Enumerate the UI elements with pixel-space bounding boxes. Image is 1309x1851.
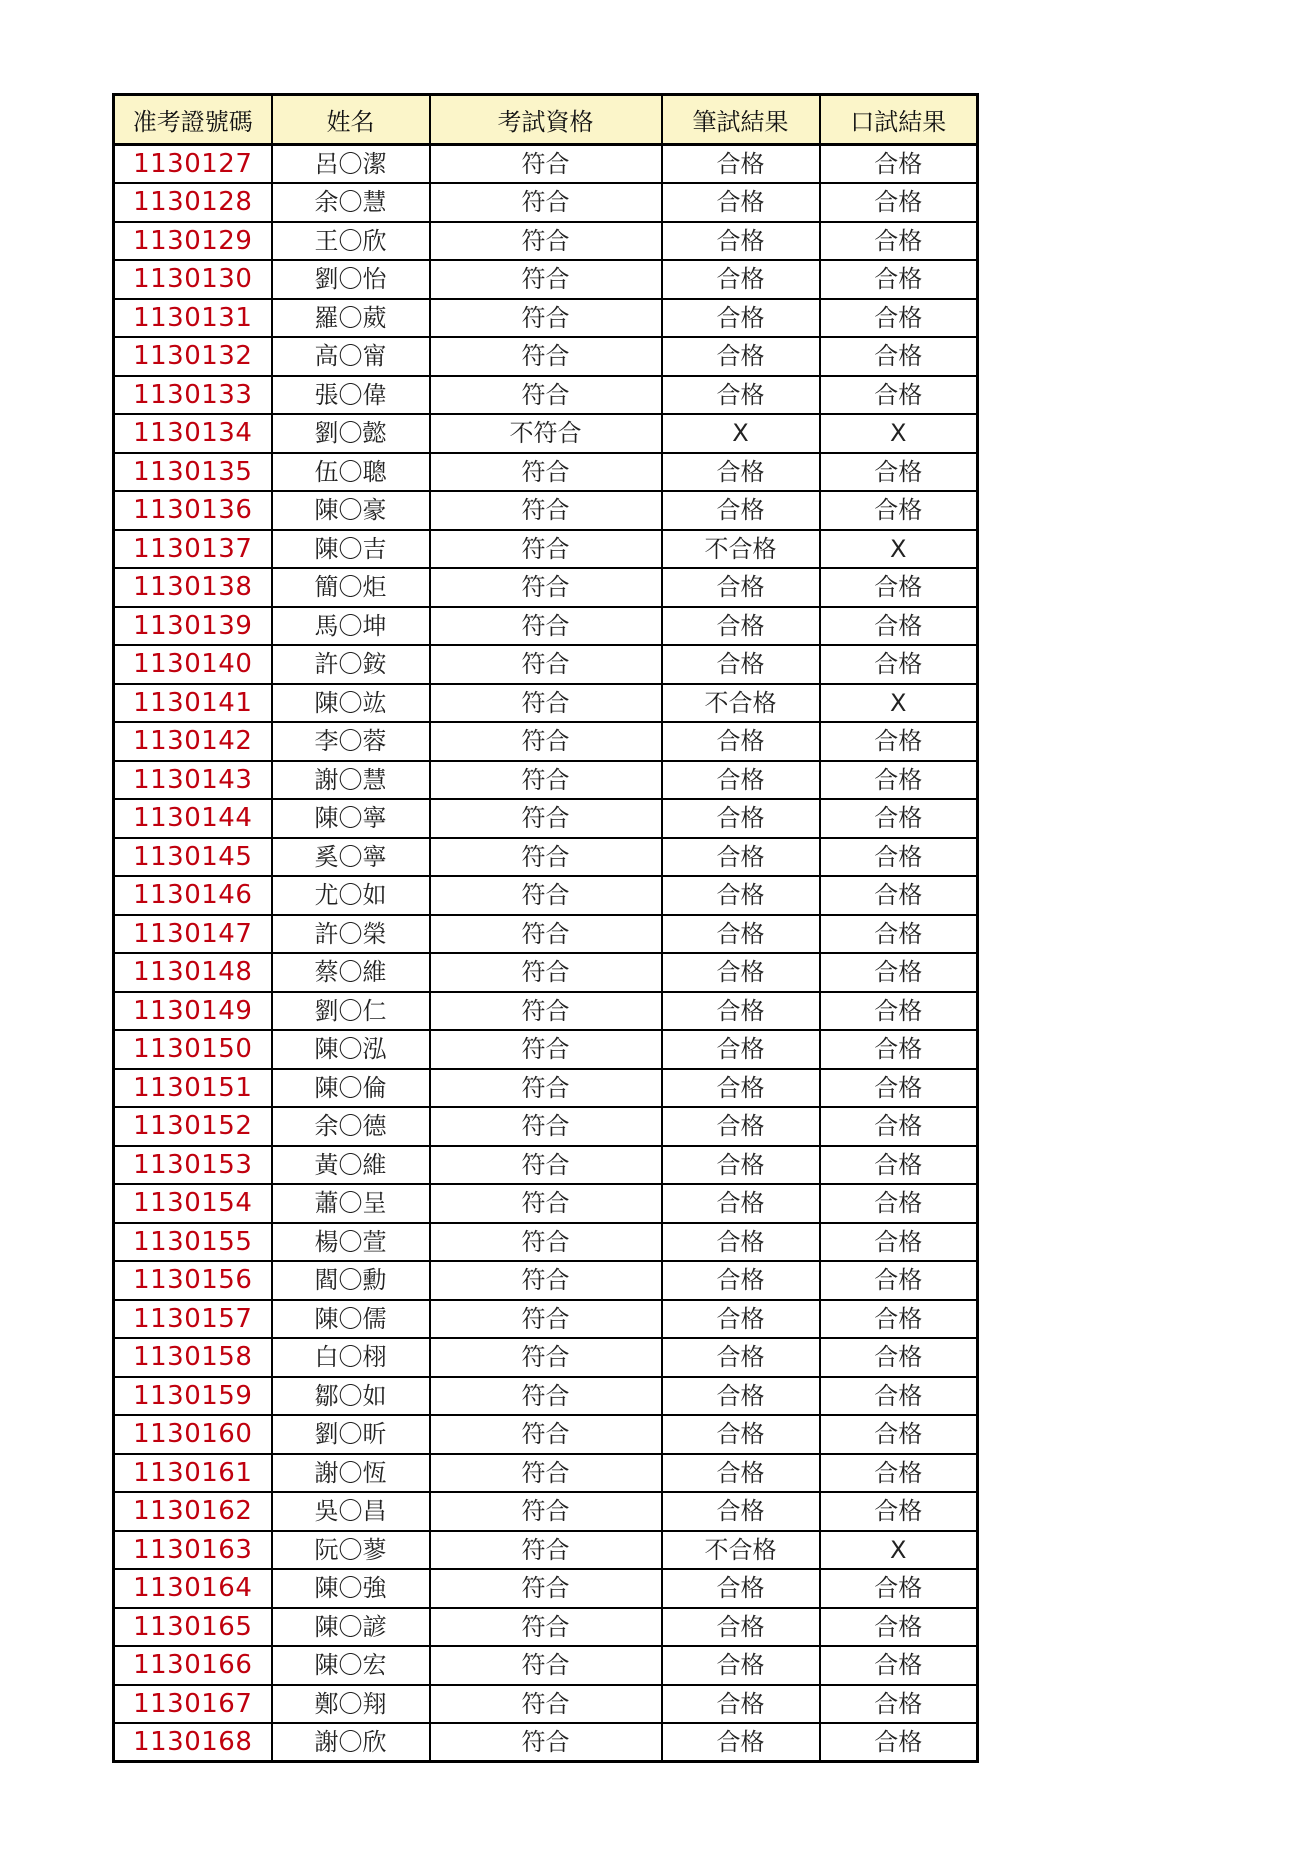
table-row	[114, 1608, 978, 1647]
exam-number-cell: 1130135	[114, 453, 272, 492]
written-result-cell: 合格	[662, 145, 820, 184]
table-row	[114, 1338, 978, 1377]
written-result-cell: 合格	[662, 992, 820, 1031]
table-row	[114, 414, 978, 453]
name-cell: 王〇欣	[272, 222, 430, 261]
exam-number-cell: 1130127	[114, 145, 272, 184]
exam-number-cell: 1130153	[114, 1146, 272, 1185]
name-cell: 劉〇怡	[272, 260, 430, 299]
qualification-cell: 符合	[430, 568, 662, 607]
oral-result-cell: 合格	[820, 799, 978, 838]
name-cell: 余〇德	[272, 1107, 430, 1146]
written-result-cell: 不合格	[662, 530, 820, 569]
written-result-cell: 合格	[662, 1338, 820, 1377]
name-cell: 謝〇慧	[272, 761, 430, 800]
oral-result-cell: 合格	[820, 1377, 978, 1416]
table-row	[114, 645, 978, 684]
oral-result-cell: X	[820, 684, 978, 723]
written-result-cell: 合格	[662, 838, 820, 877]
name-cell: 蔡〇維	[272, 953, 430, 992]
name-cell: 陳〇儒	[272, 1300, 430, 1339]
qualification-cell: 符合	[430, 1454, 662, 1493]
written-result-cell: 合格	[662, 1569, 820, 1608]
qualification-cell: 符合	[430, 1531, 662, 1570]
qualification-cell: 符合	[430, 145, 662, 184]
written-result-cell: 合格	[662, 645, 820, 684]
name-cell: 李〇蓉	[272, 722, 430, 761]
oral-result-cell: 合格	[820, 145, 978, 184]
oral-result-cell: 合格	[820, 992, 978, 1031]
table-row	[114, 1454, 978, 1493]
oral-result-cell: 合格	[820, 1608, 978, 1647]
name-cell: 許〇銨	[272, 645, 430, 684]
name-cell: 高〇甯	[272, 337, 430, 376]
name-cell: 陳〇竑	[272, 684, 430, 723]
exam-number-cell: 1130165	[114, 1608, 272, 1647]
written-result-cell: 合格	[662, 1030, 820, 1069]
oral-result-cell: 合格	[820, 1069, 978, 1108]
written-result-cell: 不合格	[662, 1531, 820, 1570]
written-result-cell: 合格	[662, 376, 820, 415]
name-cell: 楊〇萱	[272, 1223, 430, 1262]
name-cell: 鄒〇如	[272, 1377, 430, 1416]
qualification-cell: 符合	[430, 337, 662, 376]
qualification-cell: 符合	[430, 376, 662, 415]
exam-number-cell: 1130156	[114, 1261, 272, 1300]
written-result-cell: 合格	[662, 876, 820, 915]
qualification-cell: 符合	[430, 607, 662, 646]
exam-number-cell: 1130160	[114, 1415, 272, 1454]
header-name: 姓名	[272, 95, 430, 145]
name-cell: 黃〇維	[272, 1146, 430, 1185]
name-cell: 奚〇寧	[272, 838, 430, 877]
written-result-cell: 合格	[662, 1723, 820, 1762]
exam-number-cell: 1130167	[114, 1685, 272, 1724]
written-result-cell: 合格	[662, 1223, 820, 1262]
name-cell: 呂〇潔	[272, 145, 430, 184]
header-written-result: 筆試結果	[662, 95, 820, 145]
table-row	[114, 1030, 978, 1069]
exam-number-cell: 1130130	[114, 260, 272, 299]
exam-number-cell: 1130155	[114, 1223, 272, 1262]
name-cell: 余〇慧	[272, 183, 430, 222]
oral-result-cell: 合格	[820, 260, 978, 299]
qualification-cell: 符合	[430, 915, 662, 954]
name-cell: 白〇栩	[272, 1338, 430, 1377]
table-row	[114, 953, 978, 992]
written-result-cell: 合格	[662, 260, 820, 299]
oral-result-cell: 合格	[820, 1146, 978, 1185]
oral-result-cell: 合格	[820, 1300, 978, 1339]
name-cell: 馬〇坤	[272, 607, 430, 646]
written-result-cell: 合格	[662, 1454, 820, 1493]
exam-number-cell: 1130157	[114, 1300, 272, 1339]
table-row	[114, 1146, 978, 1185]
qualification-cell: 符合	[430, 1184, 662, 1223]
exam-number-cell: 1130132	[114, 337, 272, 376]
exam-number-cell: 1130134	[114, 414, 272, 453]
table-row	[114, 1492, 978, 1531]
oral-result-cell: 合格	[820, 953, 978, 992]
written-result-cell: 合格	[662, 1415, 820, 1454]
oral-result-cell: 合格	[820, 876, 978, 915]
table-row	[114, 1569, 978, 1608]
qualification-cell: 符合	[430, 491, 662, 530]
exam-number-cell: 1130152	[114, 1107, 272, 1146]
qualification-cell: 符合	[430, 1107, 662, 1146]
oral-result-cell: 合格	[820, 1723, 978, 1762]
oral-result-cell: 合格	[820, 645, 978, 684]
exam-number-cell: 1130133	[114, 376, 272, 415]
exam-number-cell: 1130129	[114, 222, 272, 261]
exam-number-cell: 1130166	[114, 1646, 272, 1685]
qualification-cell: 符合	[430, 1377, 662, 1416]
qualification-cell: 不符合	[430, 414, 662, 453]
results-table	[112, 93, 979, 1763]
name-cell: 陳〇強	[272, 1569, 430, 1608]
table-row	[114, 183, 978, 222]
written-result-cell: 合格	[662, 568, 820, 607]
qualification-cell: 符合	[430, 183, 662, 222]
table-row	[114, 1685, 978, 1724]
name-cell: 張〇偉	[272, 376, 430, 415]
written-result-cell: 合格	[662, 1377, 820, 1416]
oral-result-cell: 合格	[820, 1454, 978, 1493]
table-row	[114, 1531, 978, 1570]
exam-number-cell: 1130164	[114, 1569, 272, 1608]
written-result-cell: 合格	[662, 183, 820, 222]
written-result-cell: 合格	[662, 915, 820, 954]
exam-number-cell: 1130147	[114, 915, 272, 954]
written-result-cell: 合格	[662, 1608, 820, 1647]
qualification-cell: 符合	[430, 1569, 662, 1608]
exam-number-cell: 1130140	[114, 645, 272, 684]
qualification-cell: 符合	[430, 838, 662, 877]
table-row	[114, 1069, 978, 1108]
table-row	[114, 145, 978, 184]
qualification-cell: 符合	[430, 1300, 662, 1339]
exam-number-cell: 1130163	[114, 1531, 272, 1570]
table-header	[114, 95, 978, 145]
qualification-cell: 符合	[430, 799, 662, 838]
exam-number-cell: 1130161	[114, 1454, 272, 1493]
name-cell: 陳〇泓	[272, 1030, 430, 1069]
qualification-cell: 符合	[430, 1646, 662, 1685]
exam-number-cell: 1130151	[114, 1069, 272, 1108]
table-row	[114, 684, 978, 723]
header-row	[114, 95, 978, 145]
name-cell: 簡〇炬	[272, 568, 430, 607]
table-row	[114, 453, 978, 492]
qualification-cell: 符合	[430, 992, 662, 1031]
written-result-cell: 合格	[662, 799, 820, 838]
table-row	[114, 838, 978, 877]
exam-number-cell: 1130128	[114, 183, 272, 222]
oral-result-cell: 合格	[820, 1107, 978, 1146]
qualification-cell: 符合	[430, 645, 662, 684]
oral-result-cell: 合格	[820, 761, 978, 800]
qualification-cell: 符合	[430, 222, 662, 261]
written-result-cell: 合格	[662, 337, 820, 376]
table-row	[114, 1107, 978, 1146]
oral-result-cell: 合格	[820, 1685, 978, 1724]
table-row	[114, 1723, 978, 1762]
qualification-cell: 符合	[430, 1492, 662, 1531]
table-row	[114, 992, 978, 1031]
table-row	[114, 1261, 978, 1300]
exam-number-cell: 1130148	[114, 953, 272, 992]
name-cell: 蕭〇呈	[272, 1184, 430, 1223]
exam-number-cell: 1130149	[114, 992, 272, 1031]
qualification-cell: 符合	[430, 453, 662, 492]
oral-result-cell: 合格	[820, 1646, 978, 1685]
name-cell: 劉〇懿	[272, 414, 430, 453]
oral-result-cell: 合格	[820, 183, 978, 222]
name-cell: 許〇榮	[272, 915, 430, 954]
name-cell: 阮〇蓼	[272, 1531, 430, 1570]
header-exam-number: 准考證號碼	[114, 95, 272, 145]
oral-result-cell: 合格	[820, 1184, 978, 1223]
name-cell: 尤〇如	[272, 876, 430, 915]
qualification-cell: 符合	[430, 684, 662, 723]
table-row	[114, 568, 978, 607]
name-cell: 伍〇聰	[272, 453, 430, 492]
table-row	[114, 761, 978, 800]
exam-number-cell: 1130159	[114, 1377, 272, 1416]
exam-number-cell: 1130168	[114, 1723, 272, 1762]
written-result-cell: X	[662, 414, 820, 453]
written-result-cell: 合格	[662, 299, 820, 338]
name-cell: 羅〇葳	[272, 299, 430, 338]
header-oral-result: 口試結果	[820, 95, 978, 145]
name-cell: 陳〇倫	[272, 1069, 430, 1108]
qualification-cell: 符合	[430, 1338, 662, 1377]
exam-number-cell: 1130154	[114, 1184, 272, 1223]
name-cell: 劉〇仁	[272, 992, 430, 1031]
header-qualification: 考試資格	[430, 95, 662, 145]
table-row	[114, 1300, 978, 1339]
name-cell: 陳〇寧	[272, 799, 430, 838]
name-cell: 閻〇勳	[272, 1261, 430, 1300]
name-cell: 陳〇諺	[272, 1608, 430, 1647]
table-row	[114, 491, 978, 530]
oral-result-cell: 合格	[820, 337, 978, 376]
oral-result-cell: X	[820, 530, 978, 569]
table-row	[114, 1184, 978, 1223]
qualification-cell: 符合	[430, 722, 662, 761]
table-row	[114, 1223, 978, 1262]
written-result-cell: 合格	[662, 722, 820, 761]
written-result-cell: 合格	[662, 491, 820, 530]
written-result-cell: 合格	[662, 453, 820, 492]
written-result-cell: 合格	[662, 1492, 820, 1531]
exam-number-cell: 1130150	[114, 1030, 272, 1069]
name-cell: 吳〇昌	[272, 1492, 430, 1531]
oral-result-cell: 合格	[820, 1338, 978, 1377]
exam-number-cell: 1130146	[114, 876, 272, 915]
qualification-cell: 符合	[430, 876, 662, 915]
qualification-cell: 符合	[430, 1685, 662, 1724]
exam-number-cell: 1130136	[114, 491, 272, 530]
oral-result-cell: 合格	[820, 491, 978, 530]
name-cell: 陳〇豪	[272, 491, 430, 530]
exam-number-cell: 1130158	[114, 1338, 272, 1377]
qualification-cell: 符合	[430, 1608, 662, 1647]
exam-number-cell: 1130137	[114, 530, 272, 569]
qualification-cell: 符合	[430, 1030, 662, 1069]
name-cell: 謝〇欣	[272, 1723, 430, 1762]
table-row	[114, 530, 978, 569]
written-result-cell: 合格	[662, 761, 820, 800]
written-result-cell: 合格	[662, 1069, 820, 1108]
written-result-cell: 合格	[662, 1300, 820, 1339]
exam-number-cell: 1130143	[114, 761, 272, 800]
qualification-cell: 符合	[430, 761, 662, 800]
oral-result-cell: 合格	[820, 915, 978, 954]
oral-result-cell: X	[820, 1531, 978, 1570]
written-result-cell: 合格	[662, 1261, 820, 1300]
name-cell: 陳〇宏	[272, 1646, 430, 1685]
oral-result-cell: 合格	[820, 222, 978, 261]
oral-result-cell: 合格	[820, 1223, 978, 1262]
exam-number-cell: 1130131	[114, 299, 272, 338]
qualification-cell: 符合	[430, 1723, 662, 1762]
table-row	[114, 799, 978, 838]
exam-number-cell: 1130144	[114, 799, 272, 838]
table-row	[114, 337, 978, 376]
oral-result-cell: 合格	[820, 1492, 978, 1531]
qualification-cell: 符合	[430, 530, 662, 569]
qualification-cell: 符合	[430, 1069, 662, 1108]
qualification-cell: 符合	[430, 1415, 662, 1454]
table-row	[114, 260, 978, 299]
table-row	[114, 222, 978, 261]
written-result-cell: 合格	[662, 953, 820, 992]
table-row	[114, 607, 978, 646]
table-row	[114, 876, 978, 915]
exam-number-cell: 1130162	[114, 1492, 272, 1531]
exam-number-cell: 1130141	[114, 684, 272, 723]
qualification-cell: 符合	[430, 299, 662, 338]
name-cell: 謝〇恆	[272, 1454, 430, 1493]
exam-number-cell: 1130139	[114, 607, 272, 646]
written-result-cell: 合格	[662, 607, 820, 646]
oral-result-cell: 合格	[820, 1415, 978, 1454]
name-cell: 鄭〇翔	[272, 1685, 430, 1724]
table-row	[114, 1415, 978, 1454]
table-body	[114, 145, 978, 1762]
oral-result-cell: 合格	[820, 568, 978, 607]
name-cell: 陳〇吉	[272, 530, 430, 569]
written-result-cell: 合格	[662, 222, 820, 261]
qualification-cell: 符合	[430, 1261, 662, 1300]
oral-result-cell: 合格	[820, 722, 978, 761]
table-row	[114, 299, 978, 338]
oral-result-cell: 合格	[820, 376, 978, 415]
qualification-cell: 符合	[430, 1146, 662, 1185]
exam-number-cell: 1130138	[114, 568, 272, 607]
qualification-cell: 符合	[430, 953, 662, 992]
table-row	[114, 915, 978, 954]
written-result-cell: 合格	[662, 1146, 820, 1185]
oral-result-cell: 合格	[820, 1030, 978, 1069]
oral-result-cell: 合格	[820, 607, 978, 646]
oral-result-cell: 合格	[820, 453, 978, 492]
written-result-cell: 合格	[662, 1107, 820, 1146]
exam-number-cell: 1130142	[114, 722, 272, 761]
table-row	[114, 1377, 978, 1416]
written-result-cell: 不合格	[662, 684, 820, 723]
table-row	[114, 376, 978, 415]
exam-number-cell: 1130145	[114, 838, 272, 877]
qualification-cell: 符合	[430, 260, 662, 299]
table-row	[114, 722, 978, 761]
written-result-cell: 合格	[662, 1646, 820, 1685]
written-result-cell: 合格	[662, 1685, 820, 1724]
table-row	[114, 1646, 978, 1685]
name-cell: 劉〇昕	[272, 1415, 430, 1454]
written-result-cell: 合格	[662, 1184, 820, 1223]
qualification-cell: 符合	[430, 1223, 662, 1262]
oral-result-cell: X	[820, 414, 978, 453]
oral-result-cell: 合格	[820, 1569, 978, 1608]
oral-result-cell: 合格	[820, 299, 978, 338]
oral-result-cell: 合格	[820, 838, 978, 877]
oral-result-cell: 合格	[820, 1261, 978, 1300]
